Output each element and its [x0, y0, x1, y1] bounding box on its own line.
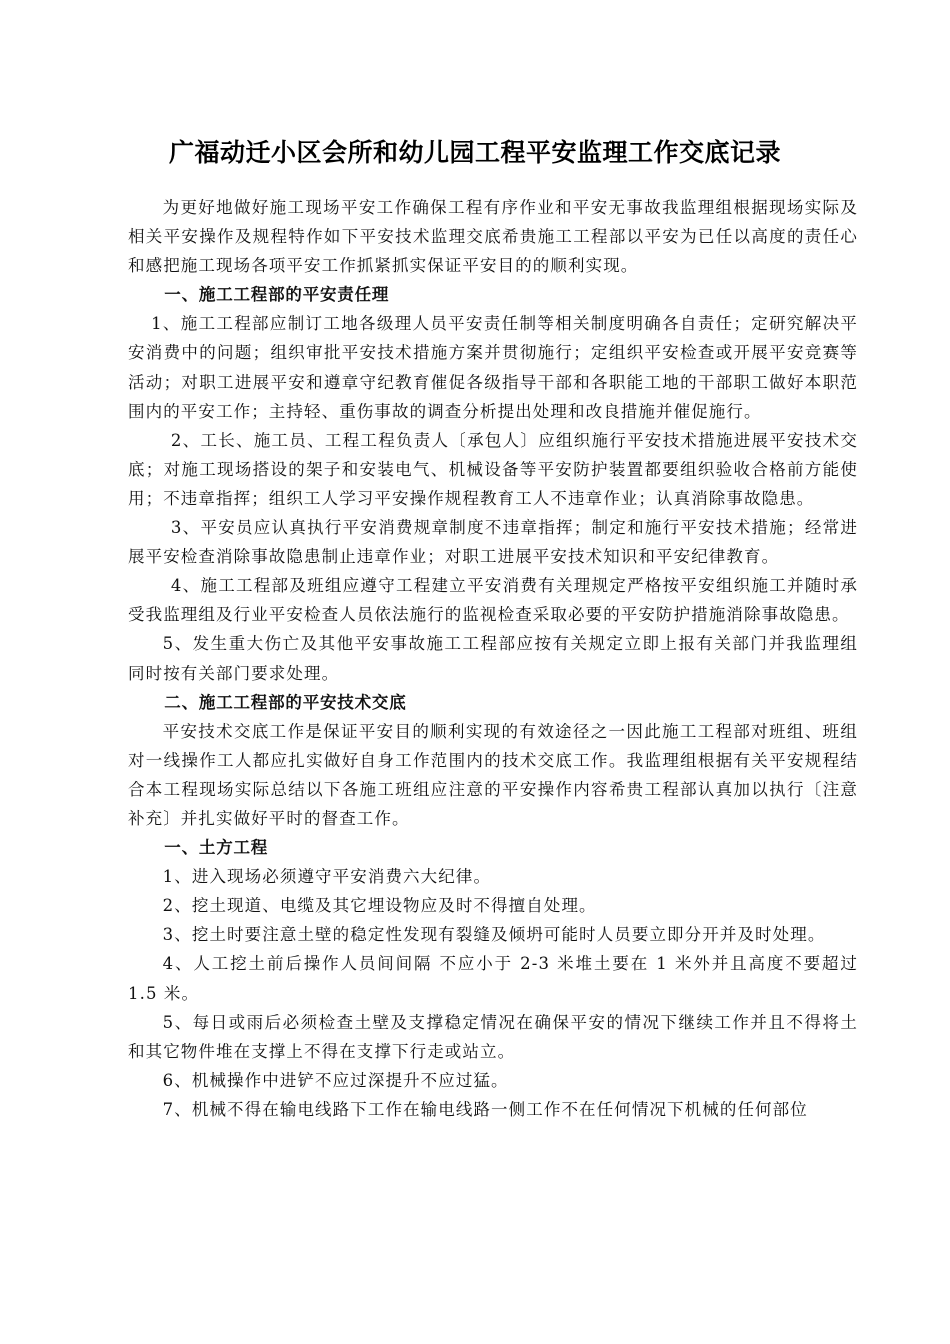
- intro-paragraph: 为更好地做好施工现场平安工作确保工程有序作业和平安无事故我监理组根据现场实际及相关平安操作及规程特作如下平安技术监理交底希贵施工工程部以平安为已任以高度的责任心和感把施工现场各项平安工作抓紧抓实保证平安目的的顺利实现。: [128, 198, 858, 276]
- document-title: 广福动迁小区会所和幼儿园工程平安监理工作交底记录: [168, 138, 781, 167]
- document-body: [128, 193, 858, 1124]
- list-item: 5、每日或雨后必须检查土壁及支撑稳定情况在确保平安的情况下继续工作并且不得将土和其它物件堆在支撑上不得在支撑下行走或站立。: [128, 1012, 858, 1061]
- section-heading: 二、施工工程部的平安技术交底: [164, 692, 407, 712]
- section-heading: 一、施工工程部的平安责任理: [164, 285, 390, 305]
- list-item: 4、人工挖土前后操作人员间间隔 不应小于 2-3 米堆土要在 1 米外并且高度不要超过 1.5 米。: [128, 954, 858, 1003]
- list-item: 2、挖土现道、电缆及其它埋设物应及时不得擅自处理。: [162, 896, 597, 916]
- list-item: 5、发生重大伤亡及其他平安事故施工工程部应按有关规定立即上报有关部门并我监理组同时按有关部门要求处理。: [128, 634, 858, 683]
- list-item: 3、挖土时要注意土壁的稳定性发现有裂缝及倾坍可能时人员要立即分开并及时处理。: [162, 925, 826, 945]
- list-item: 4、施工工程部及班组应遵守工程建立平安消费有关理规定严格按平安组织施工并随时承受我监理组及行业平安检查人员依法施行的监视检查采取必要的平安防护措施消除事故隐患。: [128, 576, 858, 625]
- list-item: 7、机械不得在输电线路下工作在输电线路一侧工作不在任何情况下机械的任何部位: [162, 1099, 808, 1119]
- list-item: 2、工长、施工员、工程工程负责人〔承包人〕应组织施行平安技术措施进展平安技术交底；对施工现场搭设的架子和安装电气、机械设备等平安防护装置都要组织验收合格前方能使用；不违章指挥；组织工人学习平安操作规程教育工人不违章作业；认真消除事故隐患。: [128, 430, 858, 508]
- list-item: 6、机械操作中进铲不应过深提升不应过猛。: [162, 1070, 509, 1090]
- section-paragraph: 平安技术交底工作是保证平安目的顺利实现的有效途径之一因此施工工程部对班组、班组对一线操作工人都应扎实做好自身工作范围内的技术交底工作。我监理组根据有关平安规程结合本工程现场实际总结以下各施工班组应注意的平安操作内容希贵工程部认真加以执行〔注意补充〕并扎实做好平时的督查工作。: [128, 721, 858, 828]
- list-item: 3、平安员应认真执行平安消费规章制度不违章指挥；制定和施行平安技术措施；经常进展平安检查消除事故隐患制止违章作业；对职工进展平安技术知识和平安纪律教育。: [128, 518, 858, 567]
- subsection-heading: 一、土方工程: [164, 838, 269, 858]
- list-item: 1、进入现场必须遵守平安消费六大纪律。: [162, 867, 492, 887]
- list-item: 1、施工工程部应制订工地各级理人员平安责任制等相关制度明确各自责任；定研究解决平安消费中的问题；组织审批平安技术措施方案并贯彻施行；定组织平安检查或开展平安竞赛等活动；对职工进展平安和遵章守纪教育催促各级指导干部和各职能工地的干部职工做好本职范围内的平安工作；主持轻、重伤事故的调查分析提出处理和改良措施并催促施行。: [128, 314, 858, 421]
